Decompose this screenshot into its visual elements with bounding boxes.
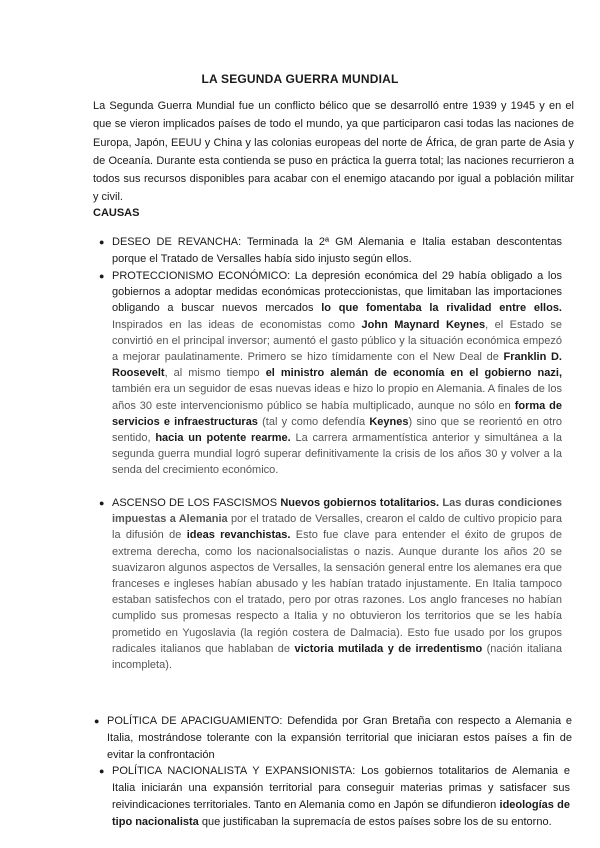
item-text: Defendida por Gran Bretaña con respecto a Alemania e Italia, mostrándose tolerante con la expansión territorial que iniciaran estos países a fin de evitar la confrontación <box>107 715 572 761</box>
item-text: La carrera armamentística anterior y simultánea a la segunda guerra mundial logró superar definitivamente la crisis de los años 30 y volver a la senda del crecimiento económico. <box>112 432 562 477</box>
bullet-icon: ● <box>99 271 105 281</box>
item-text: Esto fue clave para entender el éxito de grupos de extrema derecha, como los nacionalsocialistas o nazis. Aunque durante los años 20 se suavizaron algunos aspectos de Versalles, la sensación general entre los alemanes era que franceses e ingleses habían abusado y les habían tratado injustamente. En Italia tampoco estaban satisfechos con el tratado, pero por otras razones. Los anglo franceses no habían cumplido sus promesas respecto a Italia y no obtuvieron los territorios que se les había prometido en Yugoslavia (la región costera de Dalmacia). Esto fue usado por los grupos radicales italianos que hablaban de <box>112 529 562 655</box>
causes-heading: CAUSAS <box>93 207 140 219</box>
item-emphasis: Keynes <box>369 415 409 428</box>
item-heading: PROTECCIONISMO ECONÓMICO: <box>112 270 291 282</box>
list-item-nacionalista <box>99 763 570 831</box>
item-heading: ASCENSO DE LOS FASCISMOS <box>112 497 278 509</box>
item-emphasis: Franklin D. Roosevelt <box>112 351 562 380</box>
item-emphasis: Nuevos gobiernos totalitarios. <box>280 497 440 509</box>
item-text: que justificaban la supremacía de estos países sobre los de su entorno. <box>201 816 552 828</box>
item-emphasis: John Maynard Keynes <box>361 318 486 331</box>
bullet-icon: ● <box>99 766 105 776</box>
intro-paragraph: La Segunda Guerra Mundial fue un conflicto bélico que se desarrolló entre 1939 y 1945 y en el que se vieron implicados países de todo el mundo, ya que participaron casi todas las naciones de Europa, Japón, EEUU y China y las colonias europeas del norte de África, de gran parte de Asia y de Oceanía. Durante esta contienda se puso en práctica la guerra total; las naciones recurrieron a todos sus recursos disponibles para acabar con el enemigo atacando por igual a población militar y civil. <box>93 100 574 204</box>
list-item-fascismos <box>99 495 563 673</box>
item-text: Terminada la 2ª GM Alemania e Italia estaban descontentas porque el Tratado de Versalles había sido injusto según ellos. <box>112 236 562 265</box>
item-emphasis: ideologías de tipo nacionalista <box>112 799 570 828</box>
item-text: , el Estado se convirtió en el principal inversor; aumentó el gasto público y la situación económica empezó a mejorar paulatinamente. Primero se hizo tímidamente con el New Deal de <box>112 318 562 364</box>
item-emphasis: el ministro alemán de economía en el gobierno nazi, <box>265 367 562 380</box>
item-text: Los gobiernos totalitarios de Alemania e Italia iniciarán una expansión territorial para conseguir materias primas y satisfacer sus reivindicaciones territoriales. Tanto en Alemania como en Japón se difundieron <box>112 765 570 811</box>
list-item-revancha <box>99 234 562 268</box>
item-heading: DESEO DE REVANCHA: <box>112 236 242 248</box>
item-text: (tal y como defendía <box>262 415 366 428</box>
list-item-proteccionismo <box>99 268 562 479</box>
list-item-apaciguamiento <box>94 713 572 764</box>
item-text: también era un seguidor de esas nuevas ideas e hizo lo propio en Alemania. A finales de los años 30 este intervencionismo público se había multiplicado, aunque no sólo en <box>112 383 562 412</box>
item-text: La depresión económica del 29 había obligado a los gobiernos a adoptar medidas económicas proteccionistas, que limitaban las importaciones obligando a buscar nuevos mercados <box>112 270 562 315</box>
item-heading: POLÍTICA DE APACIGUAMIENTO: <box>107 715 283 727</box>
bullet-icon: ● <box>99 498 105 508</box>
item-text: ) sino que se reorientó en otro sentido, <box>112 415 562 445</box>
item-heading: POLÍTICA NACIONALISTA Y EXPANSIONISTA: <box>112 765 356 777</box>
item-emphasis: lo que fomentaba la rivalidad entre ellos. <box>321 302 562 315</box>
item-emphasis: hacia un potente rearme. <box>155 432 291 445</box>
item-emphasis: ideas revanchistas. <box>186 529 291 542</box>
item-text: , al mismo tiempo <box>164 367 260 380</box>
item-text: (nación italiana incompleta). <box>112 642 563 672</box>
page-title: LA SEGUNDA GUERRA MUNDIAL <box>201 72 399 86</box>
bullet-icon: ● <box>99 237 105 247</box>
bullet-icon: ● <box>94 716 100 726</box>
item-emphasis: Las duras condiciones impuestas a Alemania <box>112 497 563 526</box>
item-emphasis: victoria mutilada y de irredentismo <box>294 642 483 655</box>
item-text: por el tratado de Versalles, crearon el caldo de cultivo propicio para la difusión de <box>112 513 563 542</box>
item-text: Inspirados en las ideas de economistas como <box>112 318 356 331</box>
item-emphasis: forma de servicios e infraestructuras <box>112 399 562 428</box>
